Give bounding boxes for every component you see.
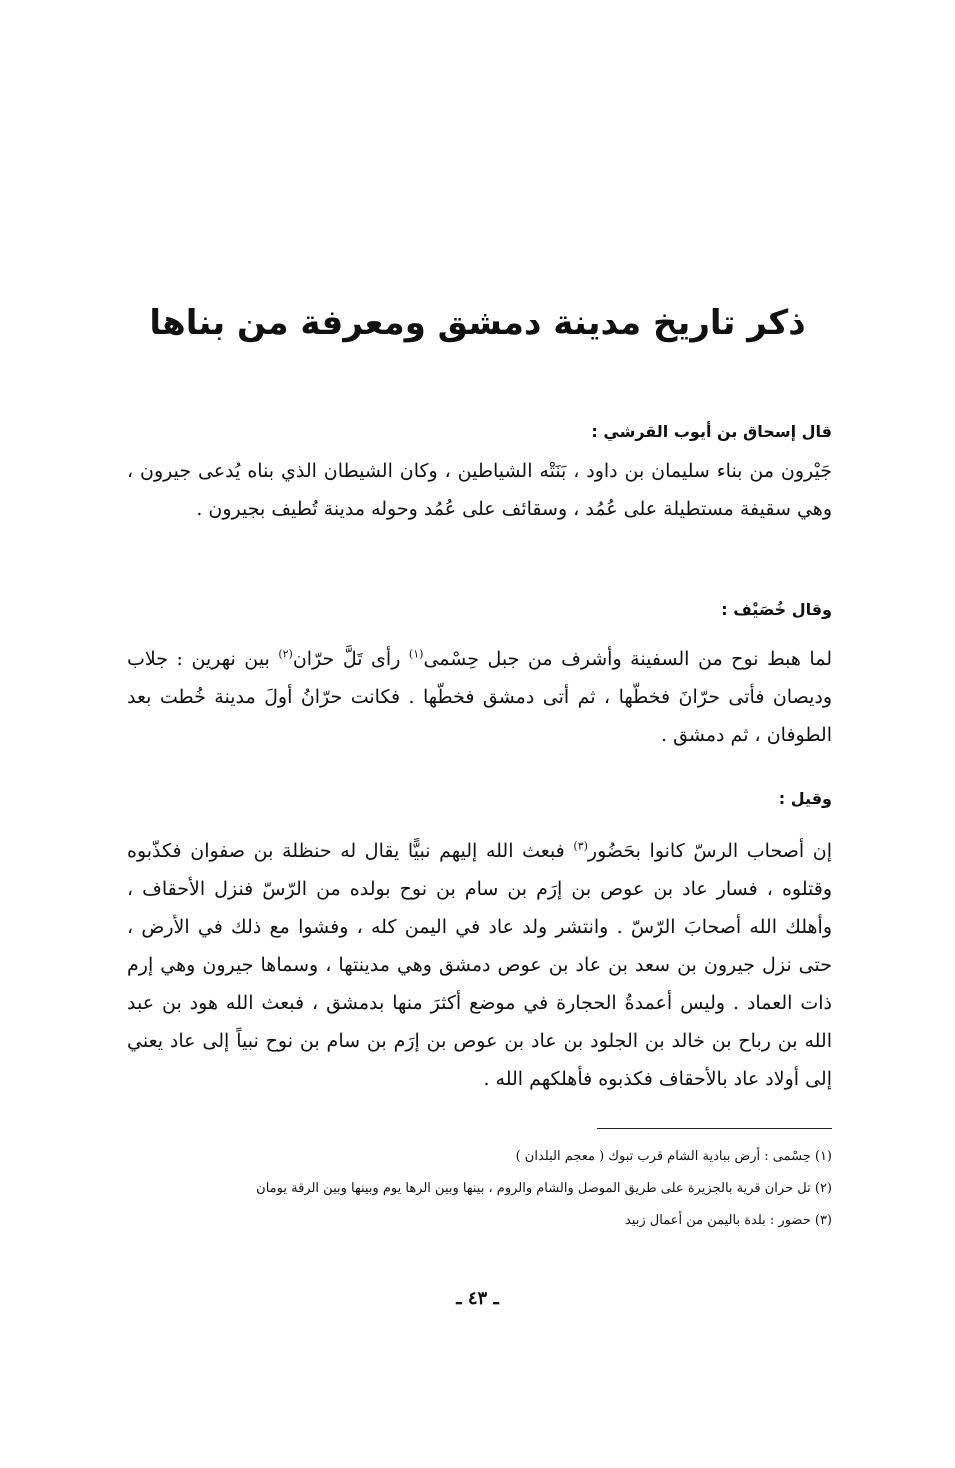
section-2-text-c: بين نهرين : جلاب وديصان فأتى حرّانَ فخطّها ، ثم أتى دمشق فخطّها . فكانت حرّانُ أولَ مدينة خُطت بعد الطوفان ، ثم دمشق . bbox=[127, 648, 832, 746]
page-number: ـ ٤٣ ـ bbox=[456, 1288, 499, 1309]
footnote-ref-1: (١) bbox=[408, 647, 424, 661]
section-1-paragraph: جَيْرون من بناء سليمان بن داود ، بَنَتْه الشياطين ، وكان الشيطان الذي بناه يُدعى جيرون ، وهي سقيفة مستطيلة على عُمُد ، وسقائف على عُمُد وحوله مدينة تُطيف بجيرون . bbox=[127, 460, 832, 520]
footnote-ref-2: (٢) bbox=[278, 647, 293, 661]
footnotes bbox=[127, 1146, 832, 1242]
footnote-2: (٢) تل حران قرية بالجزيرة على طريق الموصل والشام والروم ، بينها وبين الرها يوم وبينها وبين الرقة يومان bbox=[256, 1181, 832, 1196]
section-1-lead: قال إسحاق بن أيوب القرشي : bbox=[591, 422, 832, 441]
footnote-1: (١) حِسْمى : أرض ببادية الشام قرب تبوك ( معجم البلدان ) bbox=[515, 1149, 832, 1164]
section-3-text-a: إن أصحاب الرسّ كانوا بحَضُور bbox=[587, 840, 832, 862]
page-title: ذكر تاريخ مدينة دمشق ومعرفة من بناها bbox=[149, 303, 806, 343]
section-3-text-b: فبعث الله إليهم نبيًّا يقال له حنظلة بن صفوان فكذّبوه وقتلوه ، فسار عاد بن عوص بن إرَم بن سام بن نوح بولده من الرّسّ فنزل الأحقاف ، وأهلك الله أصحابَ الرّسّ . وانتشر ولد عاد في اليمن كله ، وفشوا مع ذلك في الأرض ، حتى نزل جيرون بن سعد بن عاد بن عوص دمشق وهي مدينتها ، وسماها جيرون وهي إرم ذات العماد . وليس أعمدةُ الحجارة في موضع أكثرَ منها بدمشق ، فبعث الله هود بن عبد الله بن رباح بن خالد بن الجلود بن عاد بن عوص بن إرَم بن سام بن نوح نبياً إلى عاد يعني إلى أولاد عاد بالأحقاف فكذبوه فأهلكهم الله . bbox=[127, 840, 832, 1090]
footnote-separator bbox=[597, 1128, 832, 1129]
section-3-paragraph bbox=[127, 832, 832, 1098]
section-2-text-b: رأى تَلَّ حرّان bbox=[292, 648, 409, 670]
section-2-lead: وقال خُصَيْف : bbox=[721, 600, 832, 619]
section-2-paragraph bbox=[127, 640, 832, 754]
section-2-text-a: لما هبط نوح من السفينة وأشرف من جبل حِسْمى bbox=[423, 648, 832, 670]
footnote-ref-3: (٣) bbox=[573, 839, 588, 853]
section-3-lead: وقيل : bbox=[778, 789, 832, 808]
footnote-3: (٣) حضور : بلدة باليمن من أعمال زبيد bbox=[625, 1213, 832, 1228]
